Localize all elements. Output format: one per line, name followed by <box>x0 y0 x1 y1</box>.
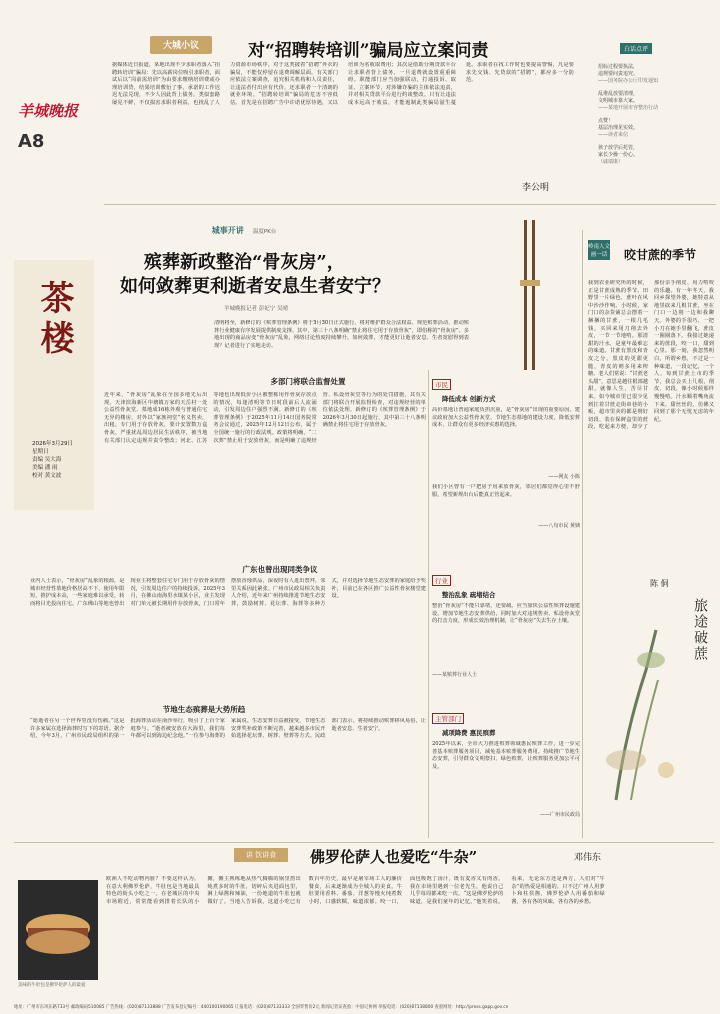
column-name: 茶楼 <box>34 280 74 360</box>
sidebar-quotes-tag: 白话点评 <box>620 43 652 54</box>
column-divider <box>582 230 583 838</box>
quote-item <box>598 63 710 84</box>
dept-signature: ——广州市民政局 <box>539 812 580 818</box>
dept-column <box>432 706 580 830</box>
bottom-divider <box>14 842 714 843</box>
column-divider <box>428 370 429 838</box>
paper-logo-text: 羊城晚报 <box>18 102 79 120</box>
industry-heading: 整治乱象 疏堵结合 <box>442 591 496 599</box>
market-signature-2: ——八旬市民 黄姨 <box>538 523 580 529</box>
proofreader-credit: 校对 黄文波 <box>32 473 62 479</box>
painting-illustration <box>596 610 696 810</box>
quote-headline: 乱堆乱放要清理， <box>598 91 639 97</box>
quote-source: ——读者来信 <box>598 132 629 138</box>
quote-source: ——国务院办公厅印发通知 <box>598 78 659 84</box>
market-body: 高价墓地让普通家庭负担沉重，是“骨灰房”出现的重要原因。建议政府加大公益性骨灰堂、节地生态墓地的建设力度，降低安葬成本，让群众有更多经济实惠的选择。 <box>432 407 580 429</box>
feature-section-heading: 广东也曾出现同类争议 <box>242 565 318 574</box>
quote-item <box>598 90 710 111</box>
top-article-body: 据媒体近日报道，某地出现不少求职者落入“招聘转培训”骗局：先以高薪岗位吸引求职者，面试后以“岗前需培训”为由要求缴纳培训费或办理培训贷，结果培训敷衍了事，承诺的工作迟迟无法兑现，不少人因此背上债务。类似套路屡见不鲜，不仅损害求职者利益，也扰乱了人力资源市场秩序。对于这类披着“招聘”外衣的骗局，不能仅停留在退费调解层面，有关部门应依法立案调查，追究相关机构和人员责任，让违法者付出应有代价，还求职者一个清朗的就业环境。“招聘转培训”骗局的危害不容低估。首先是在招聘广告中许诺优厚待遇，又以培训为名收取费用；其次是借助分期贷款平台让求职者背上债务，一旦退费就设置重重障碍。职能部门应当加强联动，打通投诉、取证、立案环节，对涉嫌诈骗的主体依法追责，并对相关贷款平台进行约谈整改。只有让违法成本远高于收益，才能遏制此类骗局滋生蔓延。求职者在找工作时也要提高警惕，凡是要求先交钱、先贷款的“招聘”，都应多一分防范。 <box>112 62 574 106</box>
top-article-author: 李公明 <box>522 183 550 193</box>
bottom-article-title: 佛罗伦萨人也爱吃“牛杂” <box>310 848 478 866</box>
bottom-article <box>14 846 714 1006</box>
right-column-author: 陈 侗 <box>650 579 669 588</box>
dept-heading: 减项降费 惠民殡葬 <box>442 729 496 737</box>
industry-signature: ——某殡葬行业人士 <box>432 672 478 678</box>
bottom-article-author: 邓伟东 <box>574 853 602 863</box>
designer-credit: 美编 潘 雨 <box>32 465 58 471</box>
right-column-title: 咬甘蔗的季节 <box>624 248 697 262</box>
quote-item <box>598 117 710 138</box>
feature-byline: 羊城晚报记者 彭妃宁 吴晴 <box>224 306 288 312</box>
quote-sub: 违规要问责追究。 <box>598 71 639 77</box>
right-column-header <box>584 236 714 276</box>
page-number: A8 <box>18 131 45 152</box>
quote-headline: 孩子放学后托管， <box>598 145 639 151</box>
quote-sub: 文明城市靠大家。 <box>598 98 639 104</box>
quote-source: （戚瑞康） <box>598 159 624 165</box>
industry-column <box>432 568 580 688</box>
feature-section-body: 近年来，“骨灰房”乱象在全国多地先后出现。天津滨海新区中塘镇万家的天岳村一处公益性骨灰堂、墓地成16栋外观与普通住宅无异的楼房，对外以“家族祠堂”名义售卖，出租。专门用于存放骨灰，要计安置数万盒骨灰。严重扰乱周边居民生活秩序，被当地有关部门认定违规并责令整改；河北、江苏等地也出现低价小区被整栋用作骨灰存放点的情况，每逢清明等节日时段前后人流涌动，引发周边住户强烈不满。新修订的《殡葬管理条例》于2025年11月14日国务院常务会议通过，2025年12月12日公布，属于全国统一施行的行政法规。政策将明确，“二次葬”禁止用于安放骨灰，而是明确了违规经营、私设骨灰堂等行为的处罚措施，其有关部门将联合开展监督检查，对违规经营的单位依法处理。新修订的《殡葬管理条例》于2026年3月30日起施行，其中第三十八条明确禁止将住宅用于存放骨灰。 <box>104 392 426 444</box>
food-photo-caption: 美味的牛肚包是佛罗伦萨人的最爱 <box>18 983 86 988</box>
feature-title-line2: 如何敛葬更利逝者安息生者安宁？ <box>120 276 390 297</box>
industry-tag: 行业 <box>432 575 451 586</box>
dept-tag: 主管部门 <box>432 713 464 724</box>
market-signature: ——网友 小陈 <box>548 474 580 480</box>
dept-body: 2025年以来，全市大力推进殡葬领域惠民殡葬工作，进一步完善基本殡葬服务项目，减免基本殡葬服务费用。持续推广节地生态安葬，引导群众文明祭扫、绿色殡葬，让殡葬服务更加公平可及。 <box>432 741 580 770</box>
paper-logo <box>18 100 98 152</box>
feature-lead: 清明将至，新修订的《殡葬管理条例》将于3月30日正式施行，将对维护群众合法权益、规范殡葬活动、推动殡葬行业健康有序发展提供制度支撑。其中，第三十八条明确“禁止将住宅用于存放骨灰”，即俗称的“骨灰房”。多地出现的商品房变“骨灰房”乱象，网络讨论热度持续攀升。如何敛葬，才能更好让逝者安息、生者宽慰得到表现？记者进行了实地走访。 <box>214 320 469 349</box>
quote-headline: 招标过程要执法， <box>598 64 639 70</box>
feature-section-body: 业内人士表示，“骨灰房”乱象的根源，是城市经营性墓地价格居高不下、使用年限短，推护成本高，一些家庭难以承受，转而将目光投向住宅。广东佛山等地也曾出现业主将整套住宅专门用于存放骨灰的情况，引发周边住户的持续投诉。2025年3月，在佛山南海里水镇某小区，业主发现对门单元被长期用作存放骨灰，门口常年摆放香烛供品，深夜时有人进出祭拜，邻里关系因此紧张。广州市民政局相关负责人介绍，近年来广州持续推进节地生态安葬，鼓励树葬、花坛葬、海葬等多种方式，并对选择节地生态安葬的家庭给予奖补，目前已在各区推广公益性骨灰楼堂建设。 <box>30 578 426 607</box>
market-tag: 市民 <box>432 379 451 390</box>
quote-sub: 家长少操一份心。 <box>598 152 639 158</box>
top-divider <box>104 204 716 205</box>
feature-section-body: “愿逝者在另一个世界里没有伤痛。”这是许多家属在选择海葬时写下的寄语。据介绍，今年3月，广州市民政局组织的第一批海葬活动在南沙举行，吸引了上百个家庭参与。“逝者被安放在大海里，我们每年都可以到海边纪念他。”一位参与海葬的家属说。生态安葬日益被接受，节地生态安葬奖补政策不断完善，越来越多市民开始选择花坛葬、树葬、壁葬等方式。民政部门表示，将持续推动殡葬移风易俗，让逝者安息、生者安宁。 <box>30 718 426 740</box>
calligraphy: 旅途破蔗 <box>692 598 708 662</box>
right-column-tag <box>588 240 610 260</box>
market-body-2: 我们小区曾有一户把房子用来放骨灰，邻居们都觉得心里不舒服，希望新规出台后能真正管起来。 <box>432 484 580 498</box>
food-photo <box>18 880 98 980</box>
top-article-title: 对“招聘转培训”骗局应立案问责 <box>248 41 489 61</box>
market-heading: 降低成本 创新方式 <box>442 395 496 403</box>
incense-illustration <box>510 220 550 380</box>
sidebar-quotes <box>598 36 710 196</box>
editor-credit: 责编 吴大海 <box>32 457 62 463</box>
bottom-article-body: 欧洲人不吃动物内脏？不要这样认为。在意大利佛罗伦萨，牛肚包是当地最具特色的街头小吃之一。在老城区的中央市场附近，常常能看到排着长队的小摊，摊主熟练地从热气腾腾的锅里捞出炖煮多时的牛肚，切碎后夹进面包里，淋上绿酱和辣油，一份地道的牛肚包就做好了。当地人告诉我，这道小吃已有数百年历史，最早是屠宰场工人的廉价餐食，后来逐渐成为全城人的美食。牛肚要用香料、番茄、洋葱等慢火炖煮数小时，口感软糯，味道浓郁。咬一口，面包吸饱了汤汁，既有麦香又有肉香。我在市场里遇到一位老先生，他说自己几乎每周都来吃一次。“这是佛罗伦萨的味道，是我们童年的记忆。”他笑着说。看来，无论东方还是西方，人们对“牛杂”的热爱是相通的。只不过广州人用萝卜和柱侯酱，佛罗伦萨人用番茄和绿酱，各有各的风味，各有各的乡愁。 <box>106 876 605 905</box>
bottom-article-tag: 讲 饮讲食 <box>234 848 288 862</box>
feature-section-label-text: 城事开讲 <box>211 226 244 235</box>
right-column-body: 我到农业研究所的时候，正是甘蔗成熟的季节。田野里一片绿色，蔗叶在风中沙沙作响。小时候，家门口的杂货铺总会摆着一捆捆的甘蔗，一根几毛钱，买回来用刀削去外皮，一节一节地啃。那清甜的汁水，是童年最难忘的味道。甘蔗有黑皮和青皮之分，黑皮的更甜更脆，青皮的则多用来榨糖。老人们常说：“甘蔗老头甜”，意思是越往根部越甜，就像人生，苦尽甘来。如今城市里已很少见到扛着甘蔗走街串巷的小贩，超市里卖的都是削好切段、装在保鲜盒里的蔗段，吃起来方便，却少了那份亲手削皮、用力啃咬的乐趣。有一年冬天，我回乡探望外婆，她特意从地里砍来几根甘蔗，坐在门口一边削一边和我聊天。外婆的手很巧，一把小刀在她手里翻飞，蔗皮一圈圈落下。我接过她递来的蔗段，咬一口，甜到心里。那一刻，我忽然明白，所谓乡愁，不过是一种味道，一段记忆，一个人。每到甘蔗上市的季节，我总会买上几根，削皮、切段，像小时候那样慢慢啃。汁水顺着嘴角流下来，甜丝丝的，仿佛又回到了那个无忧无虑的年纪。 <box>588 280 714 431</box>
issue-weekday: 星期日 <box>32 449 49 455</box>
right-column-tag-line2: 画一话 <box>590 252 608 258</box>
feature-section-heading: 多部门将联合监督处置 <box>270 377 346 386</box>
industry-body: 整治“骨灰房”不能只靠堵，还要疏。应当加快公益性殡葬设施建设，增加节地生态安葬供给，同时加大对违规售卖、私设骨灰堂的打击力度，形成长效治理机制，让“骨灰房”失去生存土壤。 <box>432 603 580 625</box>
right-column-tag-line1: 岭南人文 <box>588 244 611 250</box>
quote-source: ——某地开展市容整治行动 <box>598 105 659 111</box>
footer: 地址：广州市东风东路733号 邮政编码510085 广告热线：(020)87133888 广告发布登记编号：440100190065 订报电话：(020)87133333 全国零售价2元 新闻记者证查验：中国记协网 举报电话：(020)87138800 查验网址：http://press.gapp.gov.cn <box>14 1005 509 1010</box>
feature-section-sub: 温度PK台 <box>252 229 277 235</box>
quote-item <box>598 144 710 165</box>
top-article-tag-label: 大城小议 <box>162 41 199 51</box>
feature-section-heading: 节地生态殡葬是大势所趋 <box>162 705 246 714</box>
market-column <box>432 372 580 562</box>
quote-headline: 点赞！ <box>598 118 614 124</box>
feature-section-label <box>184 218 304 237</box>
quote-sub: 基层治理见实效。 <box>598 125 639 131</box>
feature-title-line1: 殡葬新政整治“骨灰房”， <box>144 252 345 273</box>
issue-date: 2026年3月29日 <box>32 441 73 447</box>
masthead-info <box>32 440 102 480</box>
